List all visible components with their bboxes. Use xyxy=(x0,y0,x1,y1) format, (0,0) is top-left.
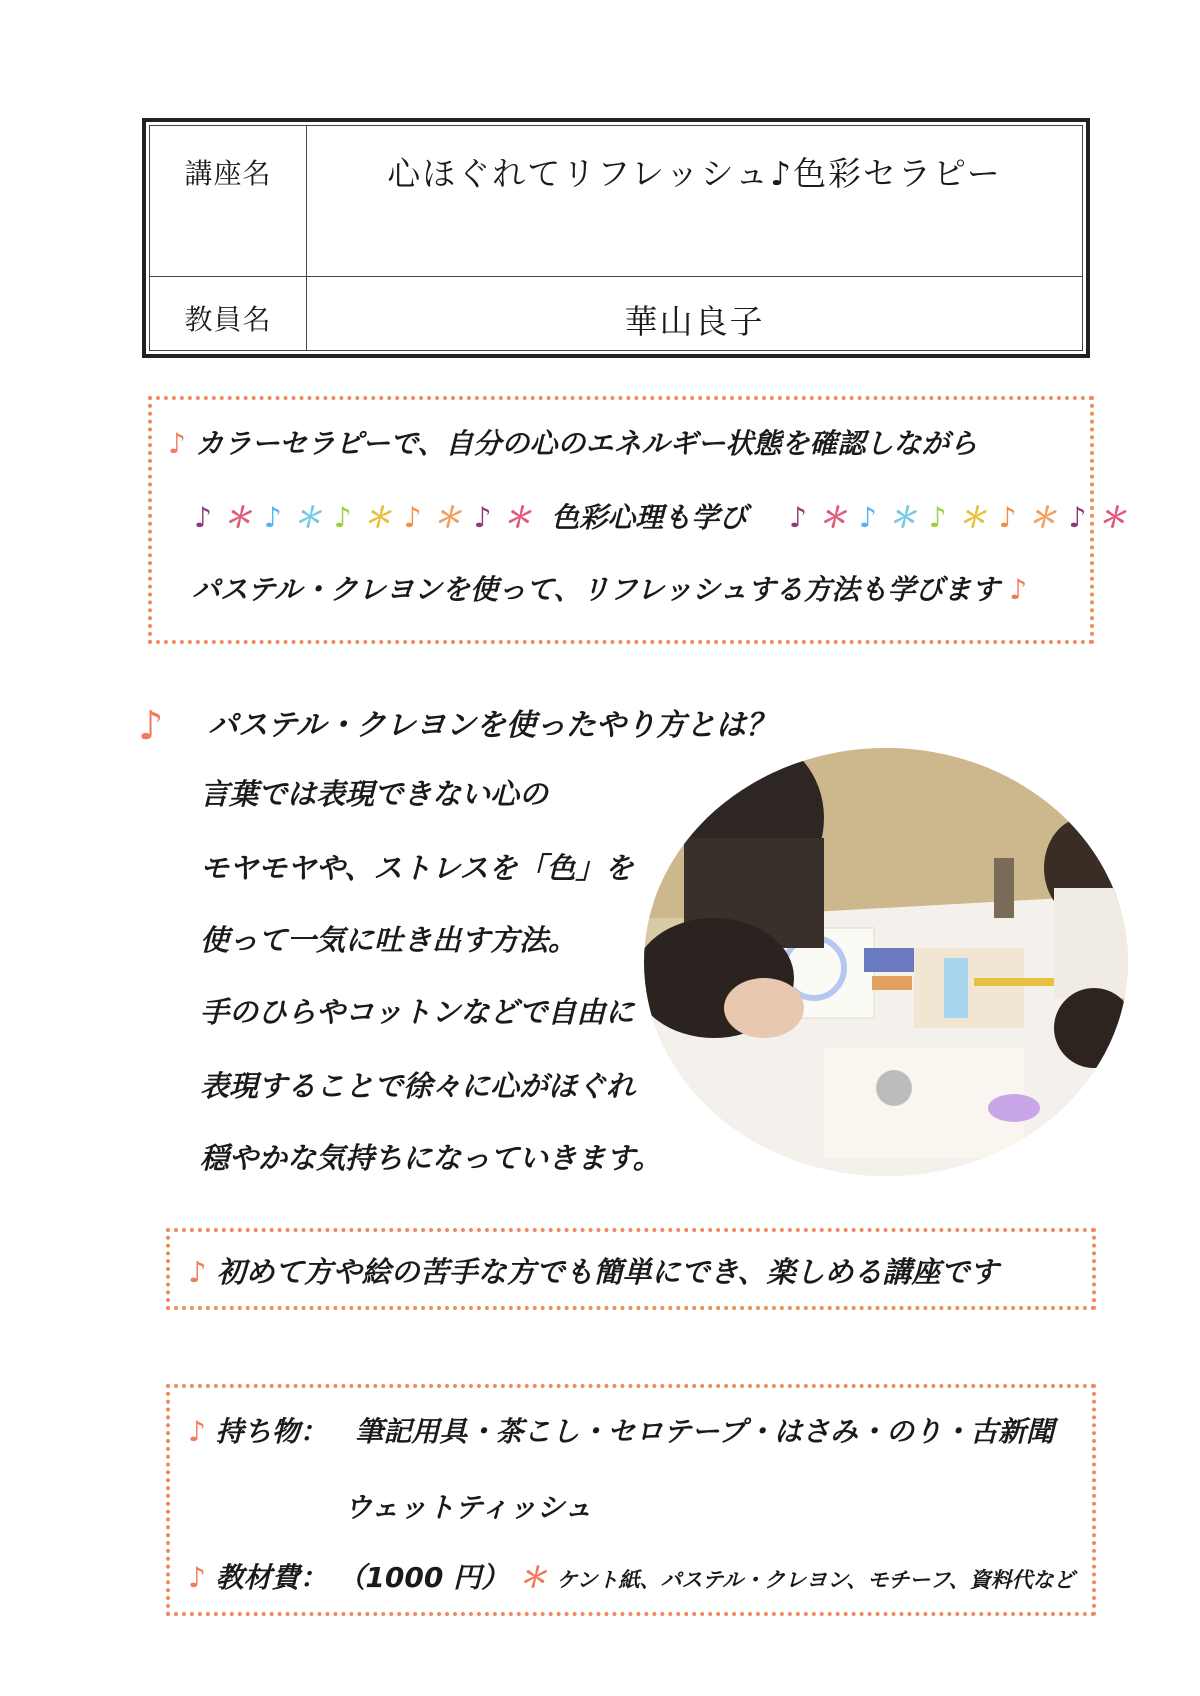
banner-text: 初めて方や絵の苦手な方でも簡単にでき、楽しめる講座です xyxy=(216,1255,999,1289)
intro-line-1: カラーセラピーで、自分の心のエネルギー状態を確認しながら xyxy=(195,427,978,460)
teacher-name: 華山良子 xyxy=(624,302,765,341)
class-photo xyxy=(644,748,1128,1176)
class-photo-illustration xyxy=(644,748,1128,1176)
music-note-icon: ♪ xyxy=(1009,573,1028,606)
items-box xyxy=(166,1384,1096,1616)
music-note-icon: ♪ xyxy=(263,501,282,534)
music-note-icon: ♪ xyxy=(194,501,212,534)
music-note-icon: ♪ xyxy=(1068,501,1087,534)
method-line: 使って一気に吐き出す方法。 xyxy=(200,923,578,957)
course-label: 講座名 xyxy=(150,126,307,276)
asterisk-icon: ＊ xyxy=(518,1561,547,1594)
course-info-table xyxy=(142,118,1090,358)
music-note-icon: ♪ xyxy=(188,1415,206,1448)
course-title: 心ほぐれてリフレッシュ♪色彩セラピー xyxy=(387,154,1002,193)
intro-box xyxy=(148,396,1127,644)
asterisk-icon: ＊ xyxy=(818,501,847,534)
music-note-icon: ♪ xyxy=(138,703,164,749)
banner-box xyxy=(166,1228,1096,1310)
asterisk-icon: ＊ xyxy=(293,501,322,534)
music-note-icon: ♪ xyxy=(168,427,186,460)
asterisk-icon: ＊ xyxy=(1098,501,1127,534)
decoration-left xyxy=(188,501,537,534)
fee-note: ケント紙、パステル・クレヨン、モチーフ、資料代など xyxy=(556,1568,1075,1592)
intro-line-2-text: 色彩心理も学び xyxy=(551,501,748,534)
method-line: 手のひらやコットンなどで自由に xyxy=(200,995,635,1029)
music-note-icon: ♪ xyxy=(188,1255,207,1289)
belongings-list: 筆記用具・茶こし・セロテープ・はさみ・のり・古新聞 xyxy=(355,1415,1054,1448)
asterisk-icon: ＊ xyxy=(888,501,917,534)
music-note-icon: ♪ xyxy=(998,501,1017,534)
asterisk-icon: ＊ xyxy=(958,501,987,534)
music-note-icon: ♪ xyxy=(788,501,807,534)
belongings-list-cont: ウェットティッシュ xyxy=(344,1491,593,1524)
method-heading-text: パステル・クレヨンを使ったやり方とは？ xyxy=(207,708,776,743)
asterisk-icon: ＊ xyxy=(363,501,392,534)
music-note-icon: ♪ xyxy=(403,501,422,534)
music-note-icon: ♪ xyxy=(188,1561,206,1594)
teacher-label: 教員名 xyxy=(150,276,307,350)
music-note-icon: ♪ xyxy=(473,501,492,534)
method-line: 表現することで徐々に心がほぐれ xyxy=(200,1069,636,1103)
fee-value: （1000 円） xyxy=(337,1561,510,1594)
asterisk-icon: ＊ xyxy=(1028,501,1057,534)
method-line: 言葉では表現できない心の xyxy=(200,777,549,811)
intro-line-2 xyxy=(188,496,1132,536)
asterisk-icon: ＊ xyxy=(433,501,462,534)
asterisk-icon: ＊ xyxy=(503,501,532,534)
method-heading xyxy=(138,700,776,749)
decoration-right xyxy=(783,501,1132,534)
method-line: モヤモヤや、ストレスを「色」を xyxy=(200,851,634,885)
music-note-icon: ♪ xyxy=(858,501,877,534)
music-note-icon: ♪ xyxy=(928,501,947,534)
belongings-label: 持ち物： xyxy=(215,1415,328,1448)
asterisk-icon: ＊ xyxy=(223,501,252,534)
method-line: 穏やかな気持ちになっていきます。 xyxy=(200,1141,662,1175)
teacher-row xyxy=(150,276,1082,350)
fee-label: 教材費： xyxy=(215,1561,328,1594)
intro-line-3: パステル・クレヨンを使って、リフレッシュする方法も学びます xyxy=(192,573,1000,606)
music-note-icon: ♪ xyxy=(333,501,352,534)
course-row xyxy=(150,126,1082,277)
